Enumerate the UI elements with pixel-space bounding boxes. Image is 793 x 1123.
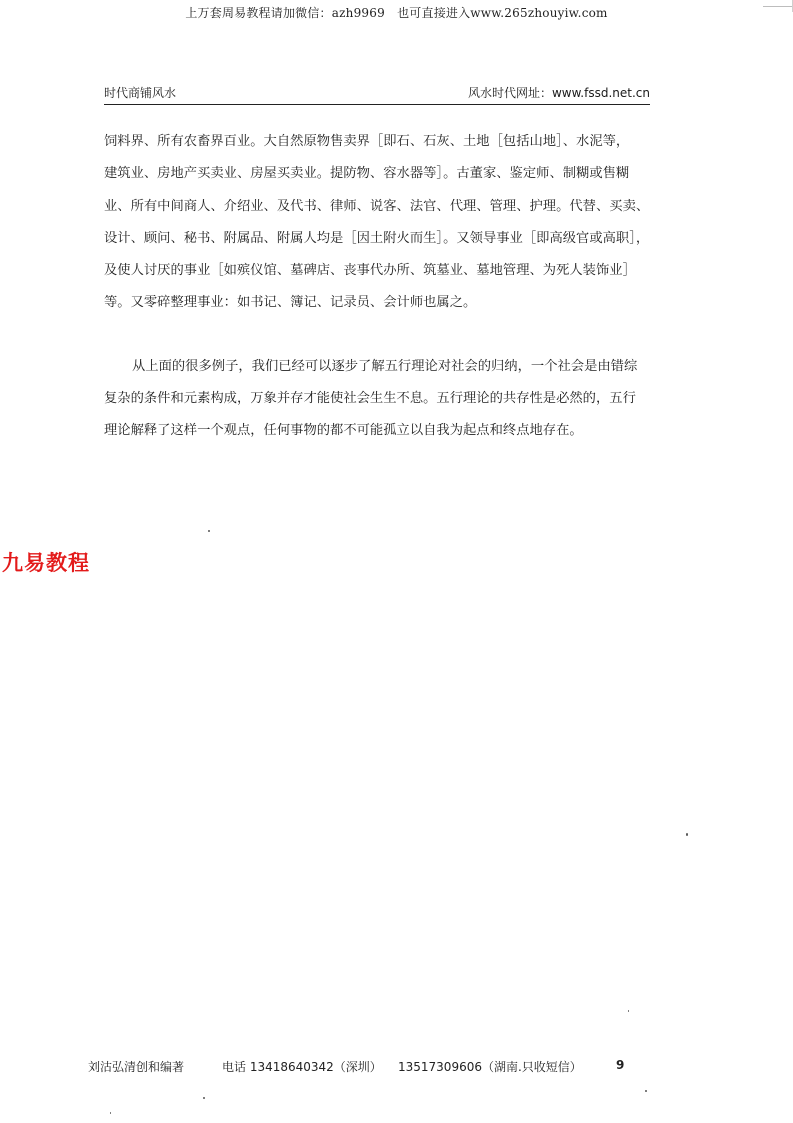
top-banner: 上万套周易教程请加微信：azh9969 也可直接进入www.265zhouyiw.com xyxy=(185,6,608,20)
corner-mark xyxy=(763,6,793,7)
text-line: 等。又零碎整理事业：如书记、簿记、记录员、会计师也属之。 xyxy=(104,295,477,311)
text-line: 及使人讨厌的事业［如殡仪馆、墓碑店、丧事代办所、筑墓业、墓地管理、为死人装饰业］ xyxy=(104,263,636,279)
paragraph-1 xyxy=(104,126,654,320)
header-website: 风水时代网址：www.fssd.net.cn xyxy=(467,86,650,100)
footer-phone-shenzhen: 电话 13418640342（深圳） xyxy=(222,1060,382,1074)
text-line: 建筑业、房地产买卖业、房屋买卖业。提防物、容水器等］。古董家、鉴定师、制糊或售糊 xyxy=(104,166,630,182)
scan-speck xyxy=(686,833,688,836)
running-header xyxy=(104,84,650,105)
footer-phone-hunan: 13517309606（湖南.只收短信） xyxy=(398,1060,582,1074)
scan-speck xyxy=(203,1097,205,1099)
text-line: 饲料界、所有农畜界百业。大自然原物售卖界［即石、石灰、土地［包括山地］、水泥等， xyxy=(104,134,630,149)
text-line: 设计、顾问、秘书、附属品、附属人均是［因土附火而生］。又领导事业［即高级官或高职］， xyxy=(104,230,650,246)
watermark-logo: 九易教程 xyxy=(2,551,90,575)
paragraph-2 xyxy=(104,351,654,448)
footer-author: 刘沽弘清创和编著 xyxy=(88,1060,185,1074)
text-line: 业、所有中间商人、介绍业、及代书、律师、说客、法官、代理、管理、护理。代替、买卖、 xyxy=(104,198,650,214)
scan-speck xyxy=(628,1010,629,1012)
body-text xyxy=(104,126,654,448)
paragraph-gap xyxy=(104,320,654,351)
scan-speck xyxy=(208,530,210,532)
text-line: 理论解释了这样一个观点，任何事物的都不可能孤立以自我为起点和终点地存在。 xyxy=(104,423,583,439)
page-number: 9 xyxy=(616,1058,625,1072)
header-book-title: 时代商铺风水 xyxy=(104,86,177,100)
text-line: 从上面的很多例子，我们已经可以逐步了解五行理论对社会的归纳，一个社会是由错综 xyxy=(132,358,638,374)
scan-speck xyxy=(645,1090,647,1092)
text-line: 复杂的条件和元素构成，万象并存才能使社会生生不息。五行理论的共存性是必然的，五行 xyxy=(104,391,636,407)
scan-speck xyxy=(110,1112,111,1114)
